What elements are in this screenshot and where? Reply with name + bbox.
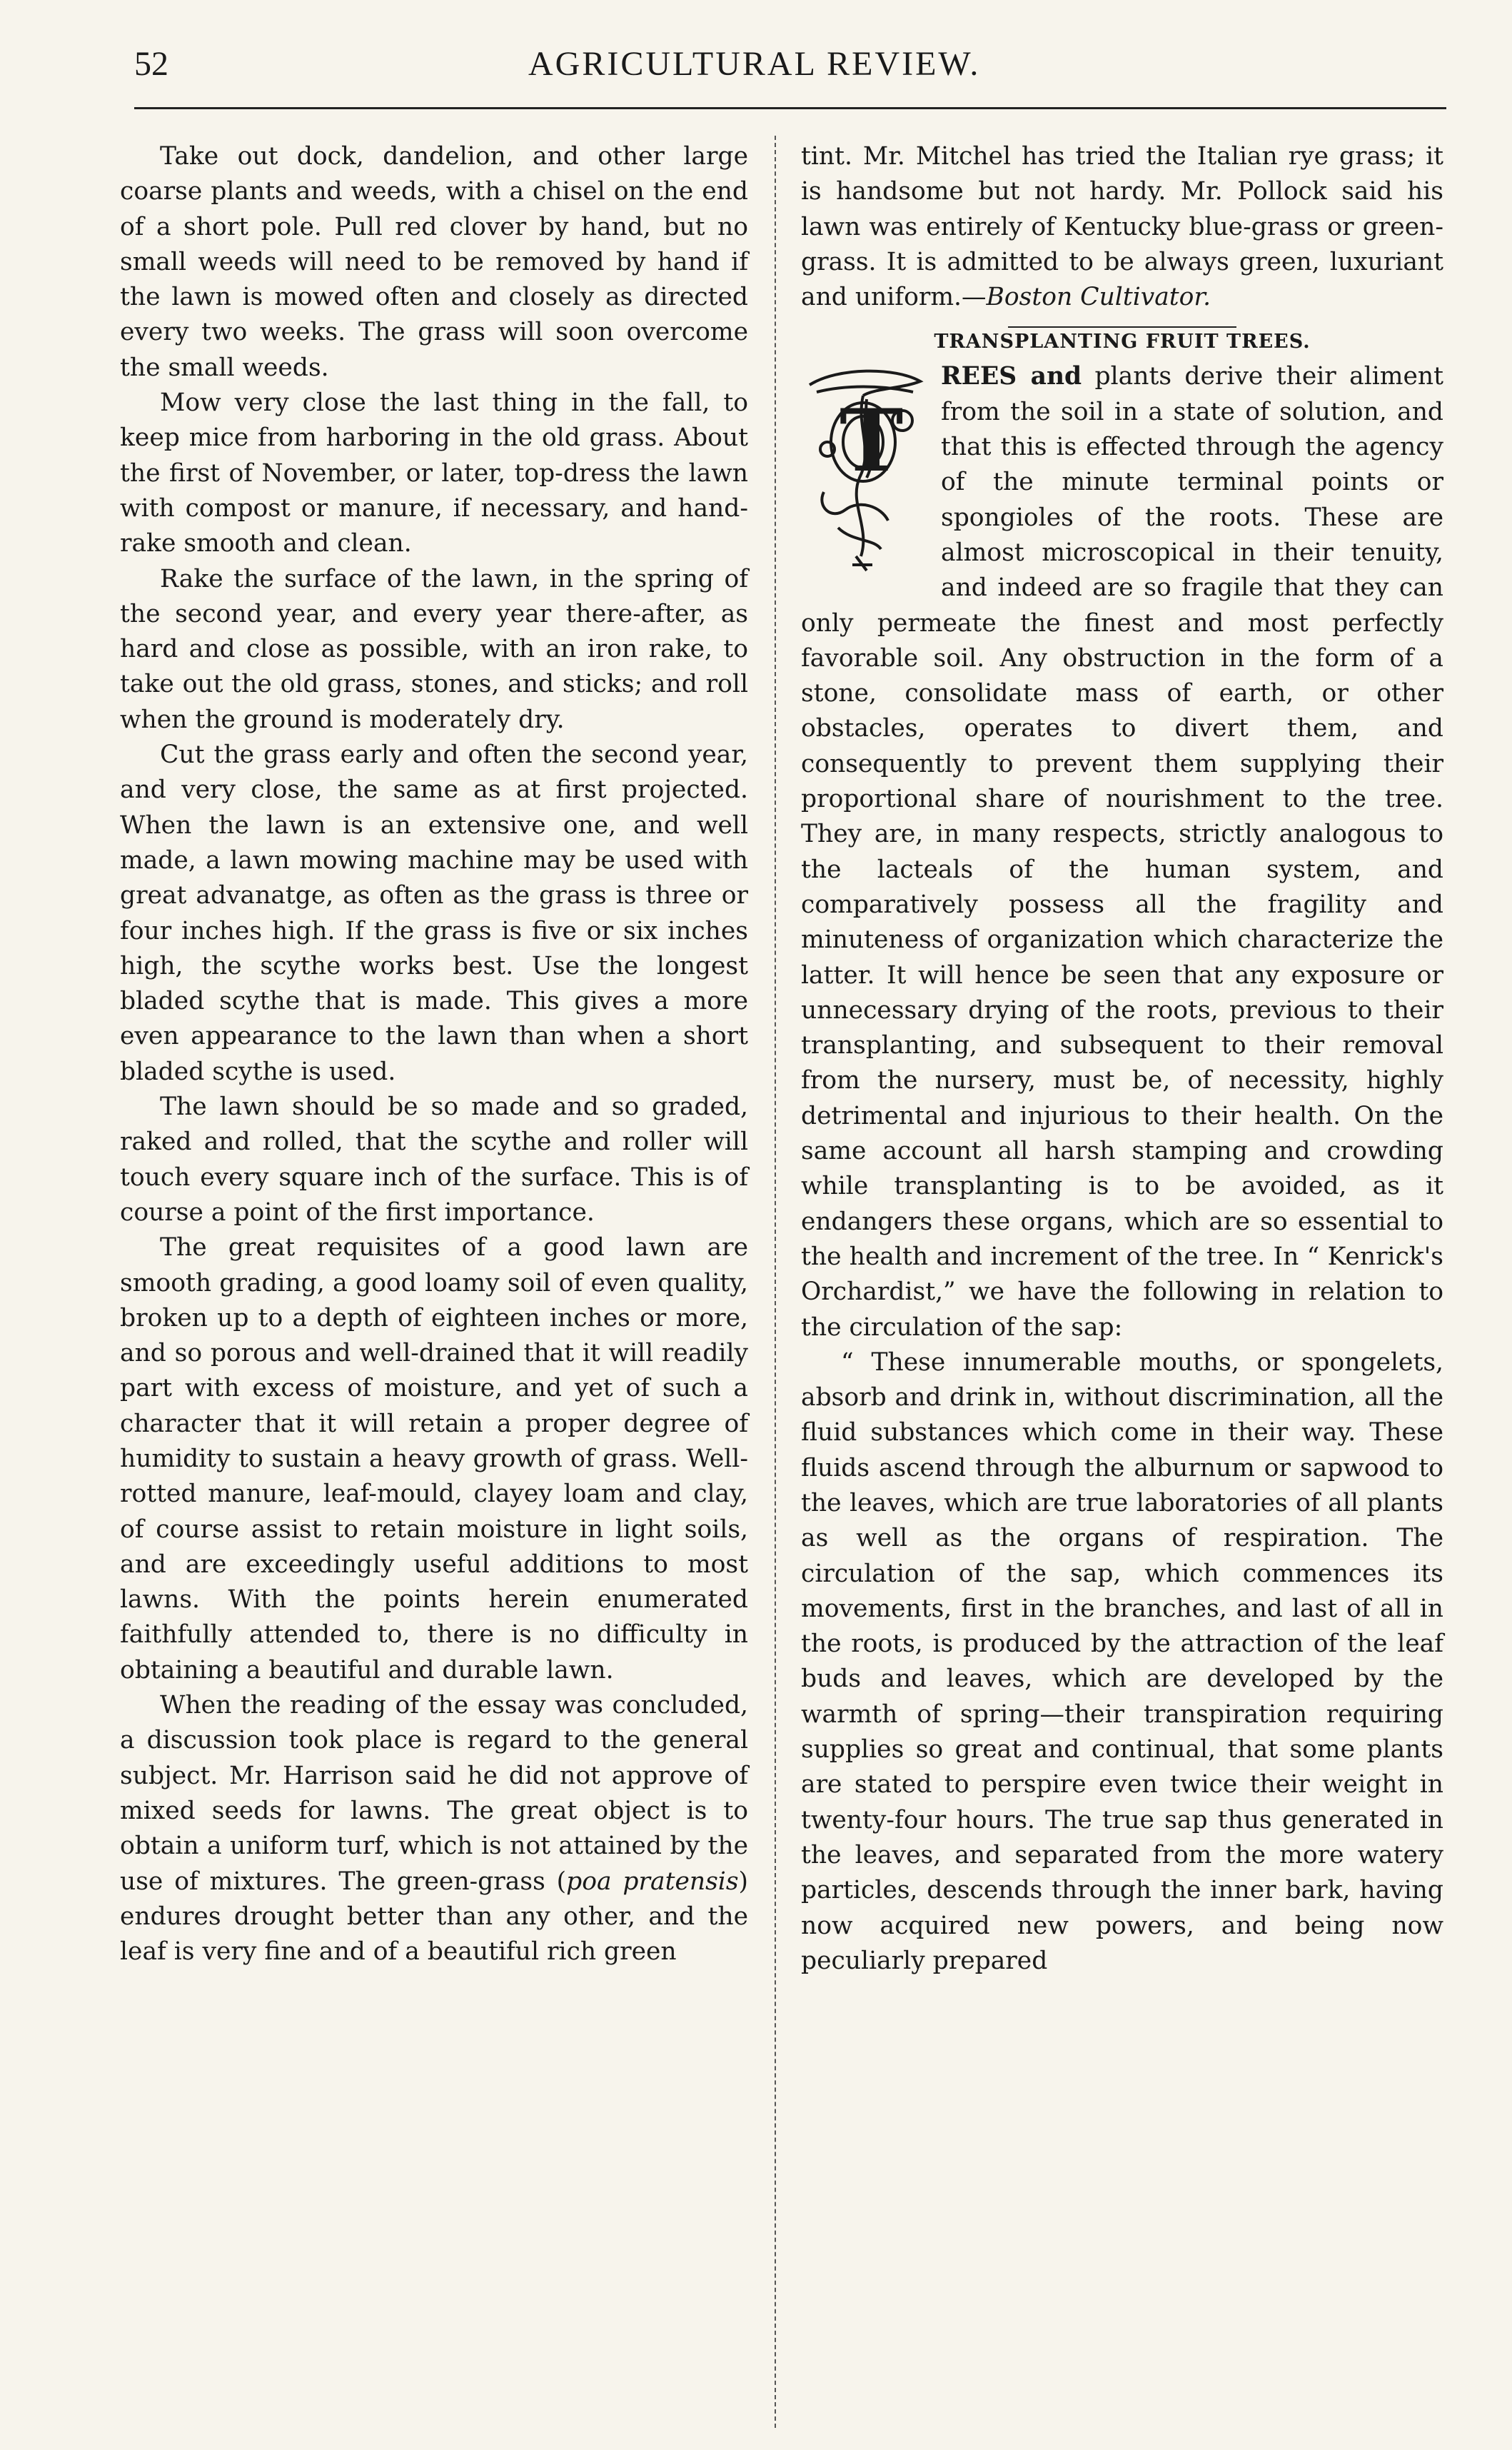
paragraph-grading: The lawn should be so made and so graded, raked and rolled, that the scythe and roller will touch every square inch of the surface. This is of course a point of the first importance. [120, 1093, 748, 1227]
continuation-text: tint. Mr. Mitchel has tried the Italian rye grass; it is handsome but not hardy. Mr. Pollock said his lawn was entirely of Kentucky blue-grass or green-grass. It is admitted to be always green, luxuriant and uniform.— [801, 142, 1443, 312]
paragraph-continuation [801, 139, 1443, 315]
paragraph-spring-raking: Rake the surface of the lawn, in the spring of the second year, and every year there-after, as hard and close as possible, with an iron rake, to take out the old grass, stones, and sticks; and roll when the ground is moderately dry. [120, 564, 748, 734]
dropcap-letter: T [840, 391, 904, 492]
ornamental-dropcap-icon [795, 363, 931, 578]
discussion-text-a: When the reading of the essay was concluded, a discussion took place is regard to the general subject. Mr. Harrison said he did not approve of mixed seeds for lawns. The great object is to obtain a uniform turf, which is not attained by the use of mixtures. The green-grass ( [120, 1691, 748, 1896]
article-body [801, 359, 1443, 1979]
header-rule [134, 107, 1446, 109]
article-first-words: REES and [941, 362, 1082, 391]
right-column [801, 139, 1443, 1979]
latin-name: poa pratensis [566, 1867, 739, 1896]
paragraph-weeding: Take out dock, dandelion, and other large coarse plants and weeds, with a chisel on the end of a short pole. Pull red clover by hand, but no small weeds will need to be removed by hand if the lawn is mowed often and closely as directed every two weeks. The grass will soon overcome the small weeds. [120, 142, 748, 382]
paragraph-requisites: The great requisites of a good lawn are smooth grading, a good loamy soil of even quality, broken up to a depth of eighteen inches or more, and so porous and well-drained that it will readily part with excess of moisture, and yet of such a character that it will retain a proper degree of humidity to sustain a heavy growth of grass. Well-rotted manure, leaf-mould, clayey loam and clay, of course assist to retain moisture in light soils, and are exceedingly useful additions to most lawns. With the points herein enumerated faithfully attended to, there is no difficulty in obtaining a beautiful and durable lawn. [120, 1233, 748, 1685]
running-head [0, 0, 1512, 121]
paragraph-second-year-cutting: Cut the grass early and often the second year, and very close, the same as at first projected. When the lawn is an extensive one, and well made, a lawn mowing machine may be used with great advanatge, as often as the grass is three or four inches high. If the grass is five or six inches high, the scythe works best. Use the longest bladed scythe that is made. This gives a more even appearance to the lawn than when a short bladed scythe is used. [120, 740, 748, 1086]
column-divider [775, 136, 776, 2428]
left-column [120, 139, 748, 1969]
paragraph-discussion [120, 1688, 748, 1969]
source-citation: Boston Cultivator. [986, 283, 1211, 312]
section-title [801, 326, 1443, 356]
discussion-text-b: ) endures drought better than any other, and the leaf is very fine and of a beautiful rich green [120, 1867, 748, 1967]
paragraph-quotation: “ These innumerable mouths, or spongelets, absorb and drink in, without discrimination, all the fluid substances which come in their way. These fluids ascend through the alburnum or sapwood to the leaves, which are true laboratories of all plants as well as the organs of respiration. The circulation of the sap, which commences its movements, first in the branches, and last of all in the roots, is produced by the attraction of the leaf buds and leaves, which are developed by the warmth of spring—their transpiration requiring supplies so great and continual, that some plants are stated to perspire even twice their weight in twenty-four hours. The true sap thus generated in the leaves, and separated from the more watery particles, descends through the inner bark, having now acquired new powers, and being now peculiarly prepared [801, 1347, 1443, 1975]
article-text: plants derive their aliment from the soil in a state of solution, and that this is effected through the agency of the minute terminal points or spongioles of the roots. These are almost microscopical in their tenuity, and indeed are so fragile that they can only permeate the finest and most perfectly favorable soil. Any obstruction in the form of a stone, consolidate mass of earth, or other obstacles, operates to divert them, and consequently to prevent them supplying their proportional share of nourishment to the tree. They are, in many respects, strictly analogous to the lacteals of the human system, and comparatively possess all the fragility and minuteness of organization which characterize the latter. It will hence be seen that any exposure or unnecessary drying of the roots, previous to their transplanting, and subsequent to their removal from the nursery, must be, of necessity, highly detrimental and injurious to their health. On the same account all harsh stamping and crowding while transplanting is to be avoided, as it endangers these organs, which are so essential to the health and increment of the tree. In “ Kenrick's Orchardist,” we have the following in relation to the circulation of the sap: [801, 362, 1444, 1342]
page-number: 52 [134, 45, 168, 83]
title-rule [1008, 326, 1236, 328]
section-title-text: TRANSPLANTING FRUIT TREES. [934, 331, 1311, 353]
journal-title: AGRICULTURAL REVIEW. [528, 45, 981, 83]
paragraph-fall-mowing: Mow very close the last thing in the fall, to keep mice from harboring in the old grass. About the first of November, or later, top-dress the lawn with compost or manure, if necessary, and hand-rake smooth and clean. [120, 388, 748, 558]
